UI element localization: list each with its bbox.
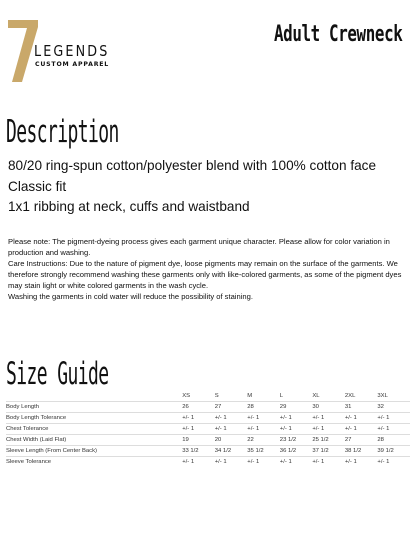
cell-value: 27	[215, 402, 248, 413]
cell-value: 37 1/2	[312, 446, 345, 457]
size-header: L	[279, 393, 284, 399]
cell-value: +/- 1	[215, 424, 248, 435]
row-label: Chest Tolerance	[6, 424, 182, 435]
seven-glyph: 7	[6, 16, 7, 17]
brand-tagline: CUSTOM APPAREL	[35, 61, 110, 68]
size-header: 3XL	[377, 393, 388, 399]
cell-value: 28	[377, 435, 410, 446]
table-row	[6, 413, 410, 424]
table-row	[6, 402, 410, 413]
cell-value: +/- 1	[312, 457, 345, 468]
size-header: XL	[312, 393, 320, 399]
cell-value: +/- 1	[182, 457, 215, 468]
cell-value: +/- 1	[312, 413, 345, 424]
cell-value: 38 1/2	[345, 446, 378, 457]
cell-value: +/- 1	[280, 457, 313, 468]
note-paragraph: Please note: The pigment-dyeing process gives each garment unique character. Please allow for color variation in production and washing.	[8, 237, 390, 257]
cell-value: 33 1/2	[182, 446, 215, 457]
size-header-row	[6, 391, 410, 402]
brand-logo	[6, 16, 116, 82]
cell-value: 30	[312, 402, 345, 413]
cell-value: +/- 1	[182, 413, 215, 424]
row-label: Body Length Tolerance	[6, 413, 182, 424]
header-blank	[6, 391, 182, 402]
cell-value: +/- 1	[182, 424, 215, 435]
cell-value: 19	[182, 435, 215, 446]
size-header: 2XL	[344, 393, 356, 399]
size-header: M	[247, 393, 253, 399]
cell-value: 39 1/2	[377, 446, 410, 457]
feature-item: 1x1 ribbing at neck, cuffs and waistband	[8, 199, 250, 214]
cell-value: 20	[215, 435, 248, 446]
cell-value: 34 1/2	[215, 446, 248, 457]
care-notes	[8, 237, 408, 302]
cell-value: 26	[182, 402, 215, 413]
cell-value: 31	[345, 402, 378, 413]
cell-value: +/- 1	[345, 424, 378, 435]
row-label: Sleeve Tolerance	[6, 457, 182, 468]
row-label: Chest Width (Laid Flat)	[6, 435, 182, 446]
feature-item: 80/20 ring-spun cotton/polyester blend with 100% cotton face	[8, 158, 377, 173]
cell-value: +/- 1	[280, 424, 313, 435]
table-row	[6, 424, 410, 435]
cell-value: +/- 1	[215, 457, 248, 468]
size-header: XS	[182, 393, 191, 399]
size-guide-heading: Size Guide	[6, 356, 109, 392]
row-label: Sleeve Length (From Center Back)	[6, 446, 182, 457]
cell-value: +/- 1	[247, 413, 280, 424]
cell-value: 35 1/2	[247, 446, 280, 457]
cell-value: +/- 1	[377, 457, 410, 468]
cell-value: 22	[247, 435, 280, 446]
size-guide-table	[6, 391, 410, 467]
cell-value: 28	[247, 402, 280, 413]
cell-value: 23 1/2	[280, 435, 313, 446]
cell-value: +/- 1	[345, 413, 378, 424]
table-row	[6, 457, 410, 468]
cell-value: 27	[345, 435, 378, 446]
cell-value: 29	[280, 402, 313, 413]
cell-value: +/- 1	[377, 424, 410, 435]
cell-value: +/- 1	[377, 413, 410, 424]
cell-value: 32	[377, 402, 410, 413]
product-title: Adult Crewneck	[273, 22, 402, 47]
table-row	[6, 435, 410, 446]
row-label: Body Length	[6, 402, 182, 413]
feature-item: Classic fit	[8, 178, 67, 194]
cell-value: +/- 1	[280, 413, 313, 424]
cell-value: +/- 1	[215, 413, 248, 424]
cell-value: +/- 1	[312, 424, 345, 435]
cell-value: 36 1/2	[280, 446, 313, 457]
cell-value: +/- 1	[247, 424, 280, 435]
cell-value: 25 1/2	[312, 435, 345, 446]
cell-value: +/- 1	[247, 457, 280, 468]
note-paragraph: Washing the garments in cold water will reduce the possibility of staining.	[8, 291, 253, 301]
size-header: S	[214, 393, 219, 399]
description-heading: Description	[6, 114, 119, 150]
note-paragraph: Care Instructions: Due to the nature of pigment dye, loose pigments may remain on the surface of the garments. We therefore strongly recommend washing these garments only with like-colored garments, as some of the pigment dyes may stain light or white colored garments in the wash cycle.	[8, 258, 402, 290]
brand-name: LEGENDS	[34, 42, 110, 60]
table-row	[6, 446, 410, 457]
feature-list	[8, 156, 413, 218]
cell-value: +/- 1	[345, 457, 378, 468]
